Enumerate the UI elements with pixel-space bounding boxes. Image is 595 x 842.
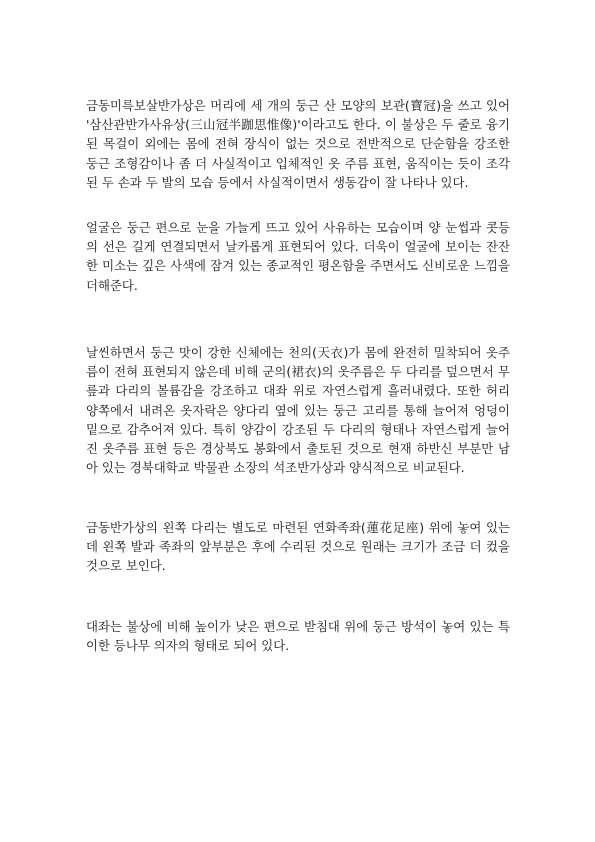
paragraph-left-leg-footrest: 금동반가상의 왼쪽 다리는 별도로 마련된 연화족좌(蓮花足座) 위에 놓여 있는데 왼쪽 발과 족좌의 앞부분은 후에 수리된 것으로 원래는 크기가 조금 더 컸을 것으로 보인다. [86,520,510,574]
paragraph-body-drapery: 날씬하면서 둥근 맛이 강한 신체에는 천의(天衣)가 몸에 완전히 밀착되어 옷주름이 전혀 표현되지 않은데 비해 군의(裙衣)의 옷주름은 두 다리를 덮으면서 무릎과 다리의 볼륨감을 강조하고 대좌 위로 자연스럽게 흘러내렸다. 또한 허리 양쪽에서 내려온 옷자락은 양다리 옆에 있는 둥근 고리를 통해 늘어져 엉덩이 밑으로 감추어져 있다. 특히 양감이 강조된 두 다리의 형태나 자연스럽게 늘어진 옷주름 표현 등은 경상북도 봉화에서 출토된 것으로 현재 하반신 부분만 남아 있는 경북대학교 박물관 소장의 석조반가상과 양식적으로 비교된다. [86,345,510,476]
paragraph-face-description: 얼굴은 둥근 편으로 눈을 가늘게 뜨고 있어 사유하는 모습이며 양 눈썹과 콧등의 선은 길게 연결되면서 날카롭게 표현되어 있다. 더욱이 얼굴에 보이는 잔잔한 미소는 깊은 사색에 잠겨 있는 종교적인 평온함을 주면서도 신비로운 느낌을 더해준다. [86,220,510,293]
paragraph-pedestal: 대좌는 불상에 비해 높이가 낮은 편으로 받침대 위에 둥근 방석이 놓여 있는 특이한 등나무 의자의 형태로 되어 있다. [86,619,510,654]
paragraph-crown-description: 금동미륵보살반가상은 머리에 세 개의 둥근 산 모양의 보관(寶冠)을 쓰고 있어 '삼산관반가사유상(三山冠半跏思惟像)'이라고도 한다. 이 불상은 두 줄로 융기된 목걸이 외에는 몸에 전혀 장식이 없는 것으로 전반적으로 단순함을 강조한 둥근 조형감이나 좀 더 사실적이고 입체적인 옷 주름 표현, 움직이는 듯이 조각된 두 손과 두 발의 모습 등에서 사실적이면서 생동감이 잘 나타나 있다. [86,98,510,190]
